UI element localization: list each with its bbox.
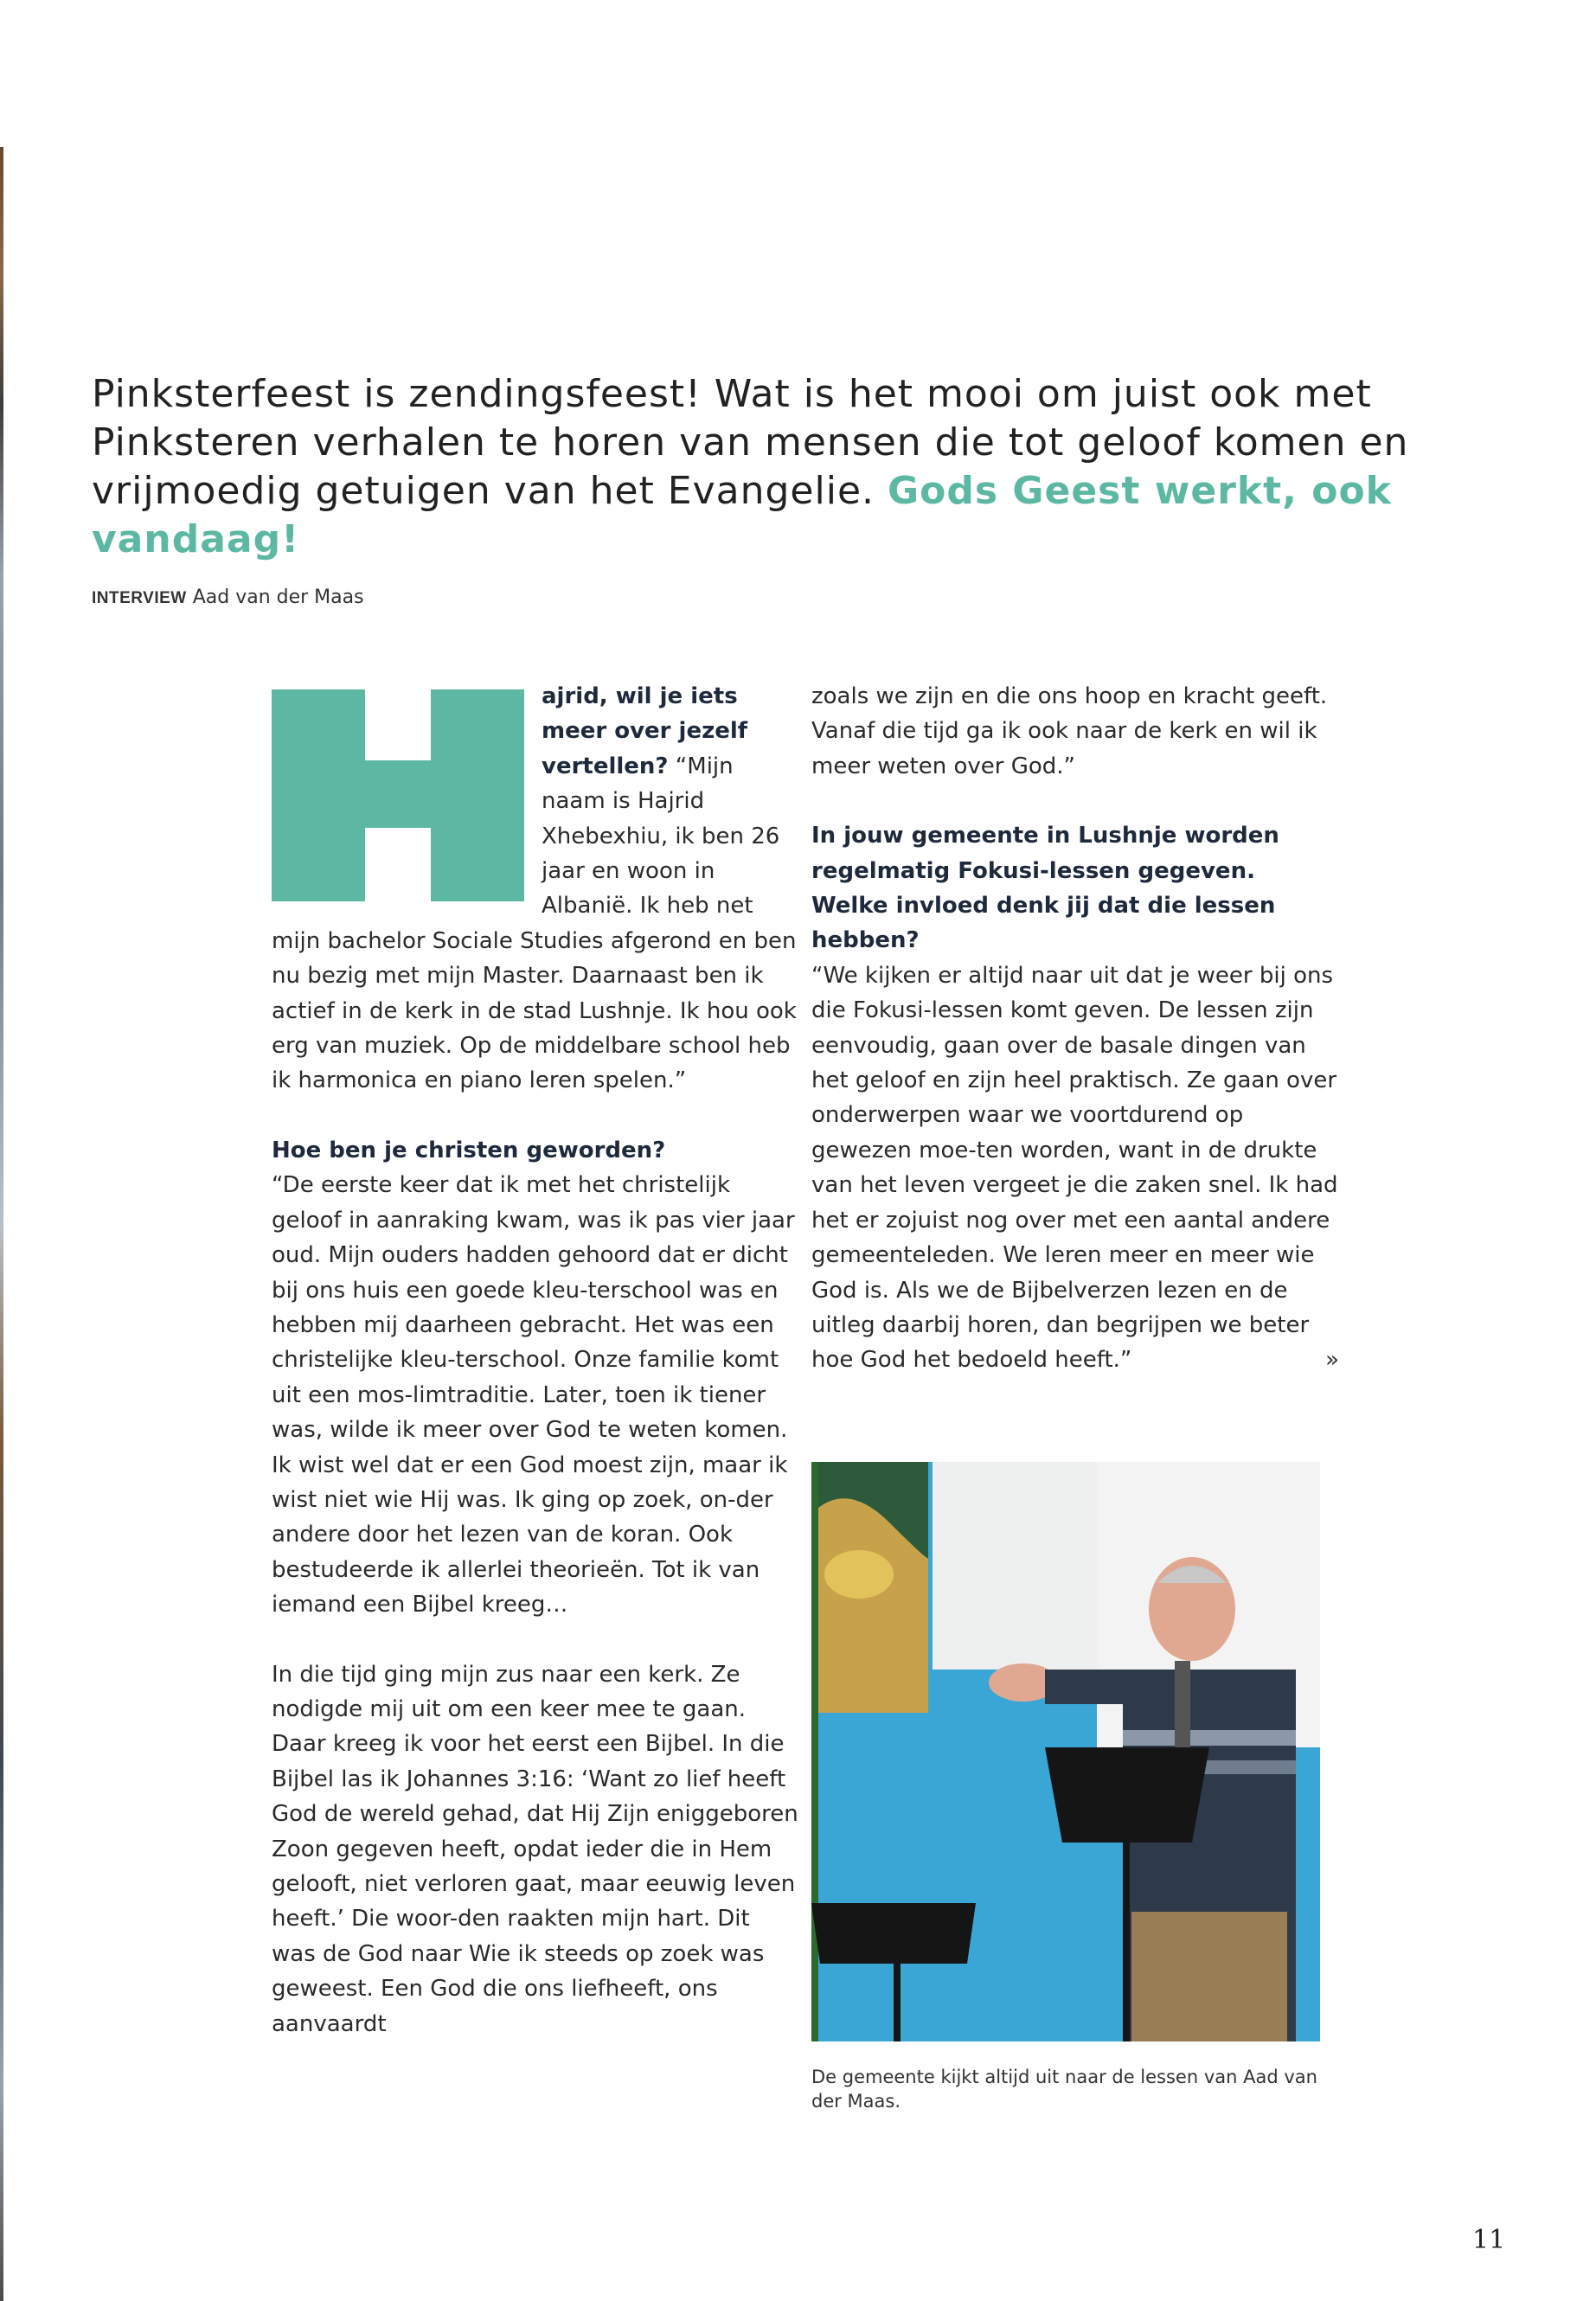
intro-accent: Gods Geest werkt, ook vandaag!: [92, 469, 1392, 561]
dropcap-letter-h: [272, 689, 524, 901]
byline: [92, 586, 364, 608]
page-number: 11: [1472, 2225, 1506, 2255]
answer-1: “Mijn naam is Hajrid Xhebexhiu, ik ben 26 jaar en woon in Albanië. Ik heb net mijn bachelor Sociale Studies afgerond en ben nu bezig met mijn Master. Daarnaast ben ik actief in de kerk in de stad Lushnje. Ik hou ook erg van muziek. Op de middelbare school heb ik harmonica en piano leren spelen.”: [272, 753, 797, 1094]
byline-author: Aad van der Maas: [192, 586, 364, 608]
intro-text: Pinksterfeest is zendingsfeest! Wat is het mooi om juist ook met Pinksteren verhalen te horen van mensen die tot geloof komen en vrijmoedig getuigen van het Evangelie.: [92, 372, 1409, 513]
speaker-photo: [811, 1462, 1320, 2041]
intro-lead: [92, 370, 1441, 564]
answer-continued: zoals we zijn en die ons hoop en kracht geeft. Vanaf die tijd ga ik ook naar de kerk en wil ik meer weten over God.”: [811, 683, 1328, 779]
continue-arrow-icon: »: [1325, 1347, 1339, 1374]
left-column: [272, 679, 799, 2041]
page-edge-strip: [0, 147, 3, 2301]
speaker-illustration: [811, 1462, 1320, 2041]
right-column: [811, 679, 1339, 1378]
photo-caption: De gemeente kijkt altijd uit naar de lessen van Aad van der Maas.: [811, 2067, 1317, 2112]
byline-label: INTERVIEW: [92, 589, 187, 607]
question-3: In jouw gemeente in Lushnje worden regelmatig Fokusi-lessen gegeven. Welke invloed denk jij dat die lessen hebben?: [811, 823, 1279, 954]
question-2: Hoe ben je christen geworden?: [272, 1137, 666, 1163]
answer-2: “De eerste keer dat ik met het christelijk geloof in aanraking kwam, was ik pas vier jaar oud. Mijn ouders hadden gehoord dat er dicht bij ons huis een goede kleu-terschool was en hebben mij daarheen gebracht. Het was een christelijke kleu-terschool. Onze familie komt uit een mos-limtraditie. Later, toen ik tiener was, wilde ik meer over God te weten komen. Ik wist wel dat er een God moest zijn, maar ik wist niet wie Hij was. Ik ging op zoek, on-der andere door het lezen van de koran. Ook bestudeerde ik allerlei theorieën. Tot ik van iemand een Bijbel kreeg…: [272, 1172, 795, 1618]
answer-3: In die tijd ging mijn zus naar een kerk. Ze nodigde mij uit om een keer mee te gaan. Daar kreeg ik voor het eerst een Bijbel. In die Bijbel las ik Johannes 3:16: ‘Want zo lief heeft God de wereld gehad, dat Hij Zijn eniggeboren Zoon gegeven heeft, opdat ieder die in Hem gelooft, niet verloren gaat, maar eeuwig leven heeft.’ Die woor-den raakten mijn hart. Dit was de God naar Wie ik steeds op zoek was geweest. Een God die ons liefheeft, ons aanvaardt: [272, 1661, 798, 2037]
answer-4: “We kijken er altijd naar uit dat je weer bij ons die Fokusi-lessen komt geven. De lessen zijn eenvoudig, gaan over de basale dingen van het geloof en zijn heel praktisch. Ze gaan over onderwerpen waar we voortdurend op gewezen moe-ten worden, want in de drukte van het leven vergeet je die zaken snel. Ik had het er zojuist nog over met een aantal andere gemeenteleden. We leren meer en meer wie God is. Als we de Bijbelverzen lezen en de uitleg daarbij horen, dan begrijpen we beter hoe God het bedoeld heeft.”: [811, 962, 1338, 1374]
question-1: ajrid, wil je iets meer over jezelf vertellen?: [542, 683, 748, 779]
